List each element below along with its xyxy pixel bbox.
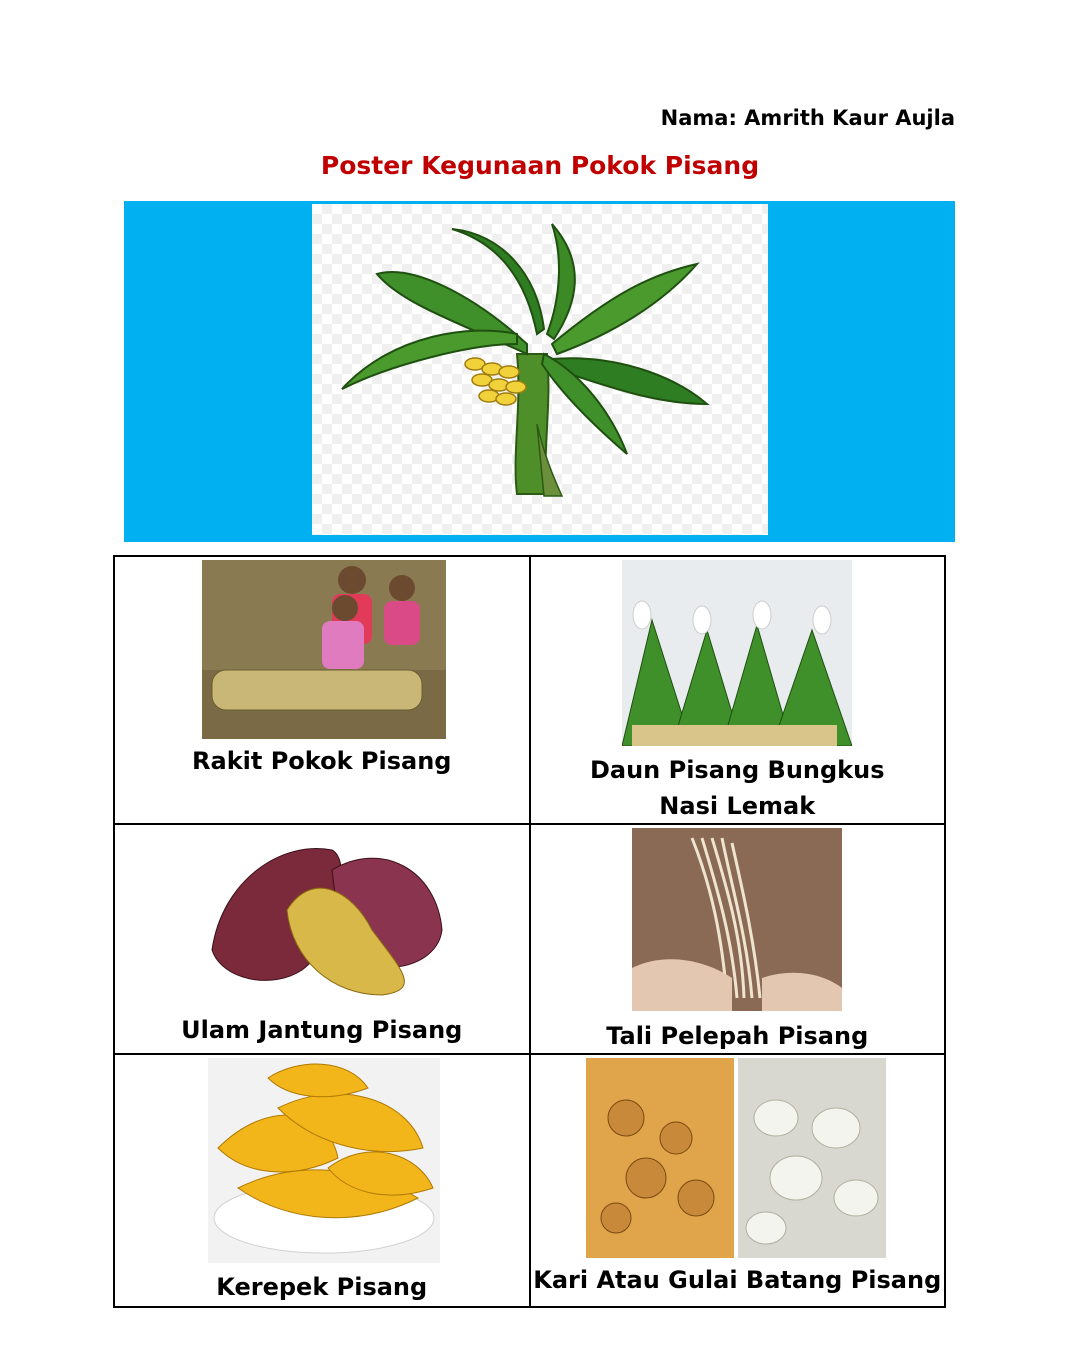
use-cell-string	[530, 824, 946, 1054]
banana-stem-curry-image	[586, 1058, 886, 1258]
use-cell-chips	[114, 1054, 530, 1307]
use-caption: Rakit Pokok Pisang	[192, 747, 452, 775]
use-caption: Ulam Jantung Pisang	[181, 1016, 463, 1044]
raft-image	[202, 560, 446, 739]
uses-grid	[113, 555, 946, 1308]
use-caption: Kari Atau Gulai Batang Pisang	[533, 1266, 942, 1294]
use-cell-blossom	[114, 824, 530, 1054]
use-cell-curry	[530, 1054, 946, 1307]
banana-blossom-image	[202, 830, 447, 1000]
use-caption: Kerepek Pisang	[216, 1273, 428, 1301]
nasi-lemak-image	[622, 560, 852, 746]
banana-tree-image	[312, 204, 768, 535]
banana-fibre-image	[632, 828, 842, 1011]
use-caption: Tali Pelepah Pisang	[606, 1022, 869, 1050]
use-cell-leaf	[530, 556, 946, 824]
use-cell-raft	[114, 556, 530, 824]
banana-tree-icon	[312, 204, 768, 535]
poster-title: Poster Kegunaan Pokok Pisang	[320, 151, 760, 180]
banner	[124, 201, 955, 542]
banana-chips-image	[208, 1058, 440, 1263]
author-name: Nama: Amrith Kaur Aujla	[660, 106, 955, 130]
use-caption: Daun Pisang Bungkus Nasi Lemak	[589, 756, 885, 820]
